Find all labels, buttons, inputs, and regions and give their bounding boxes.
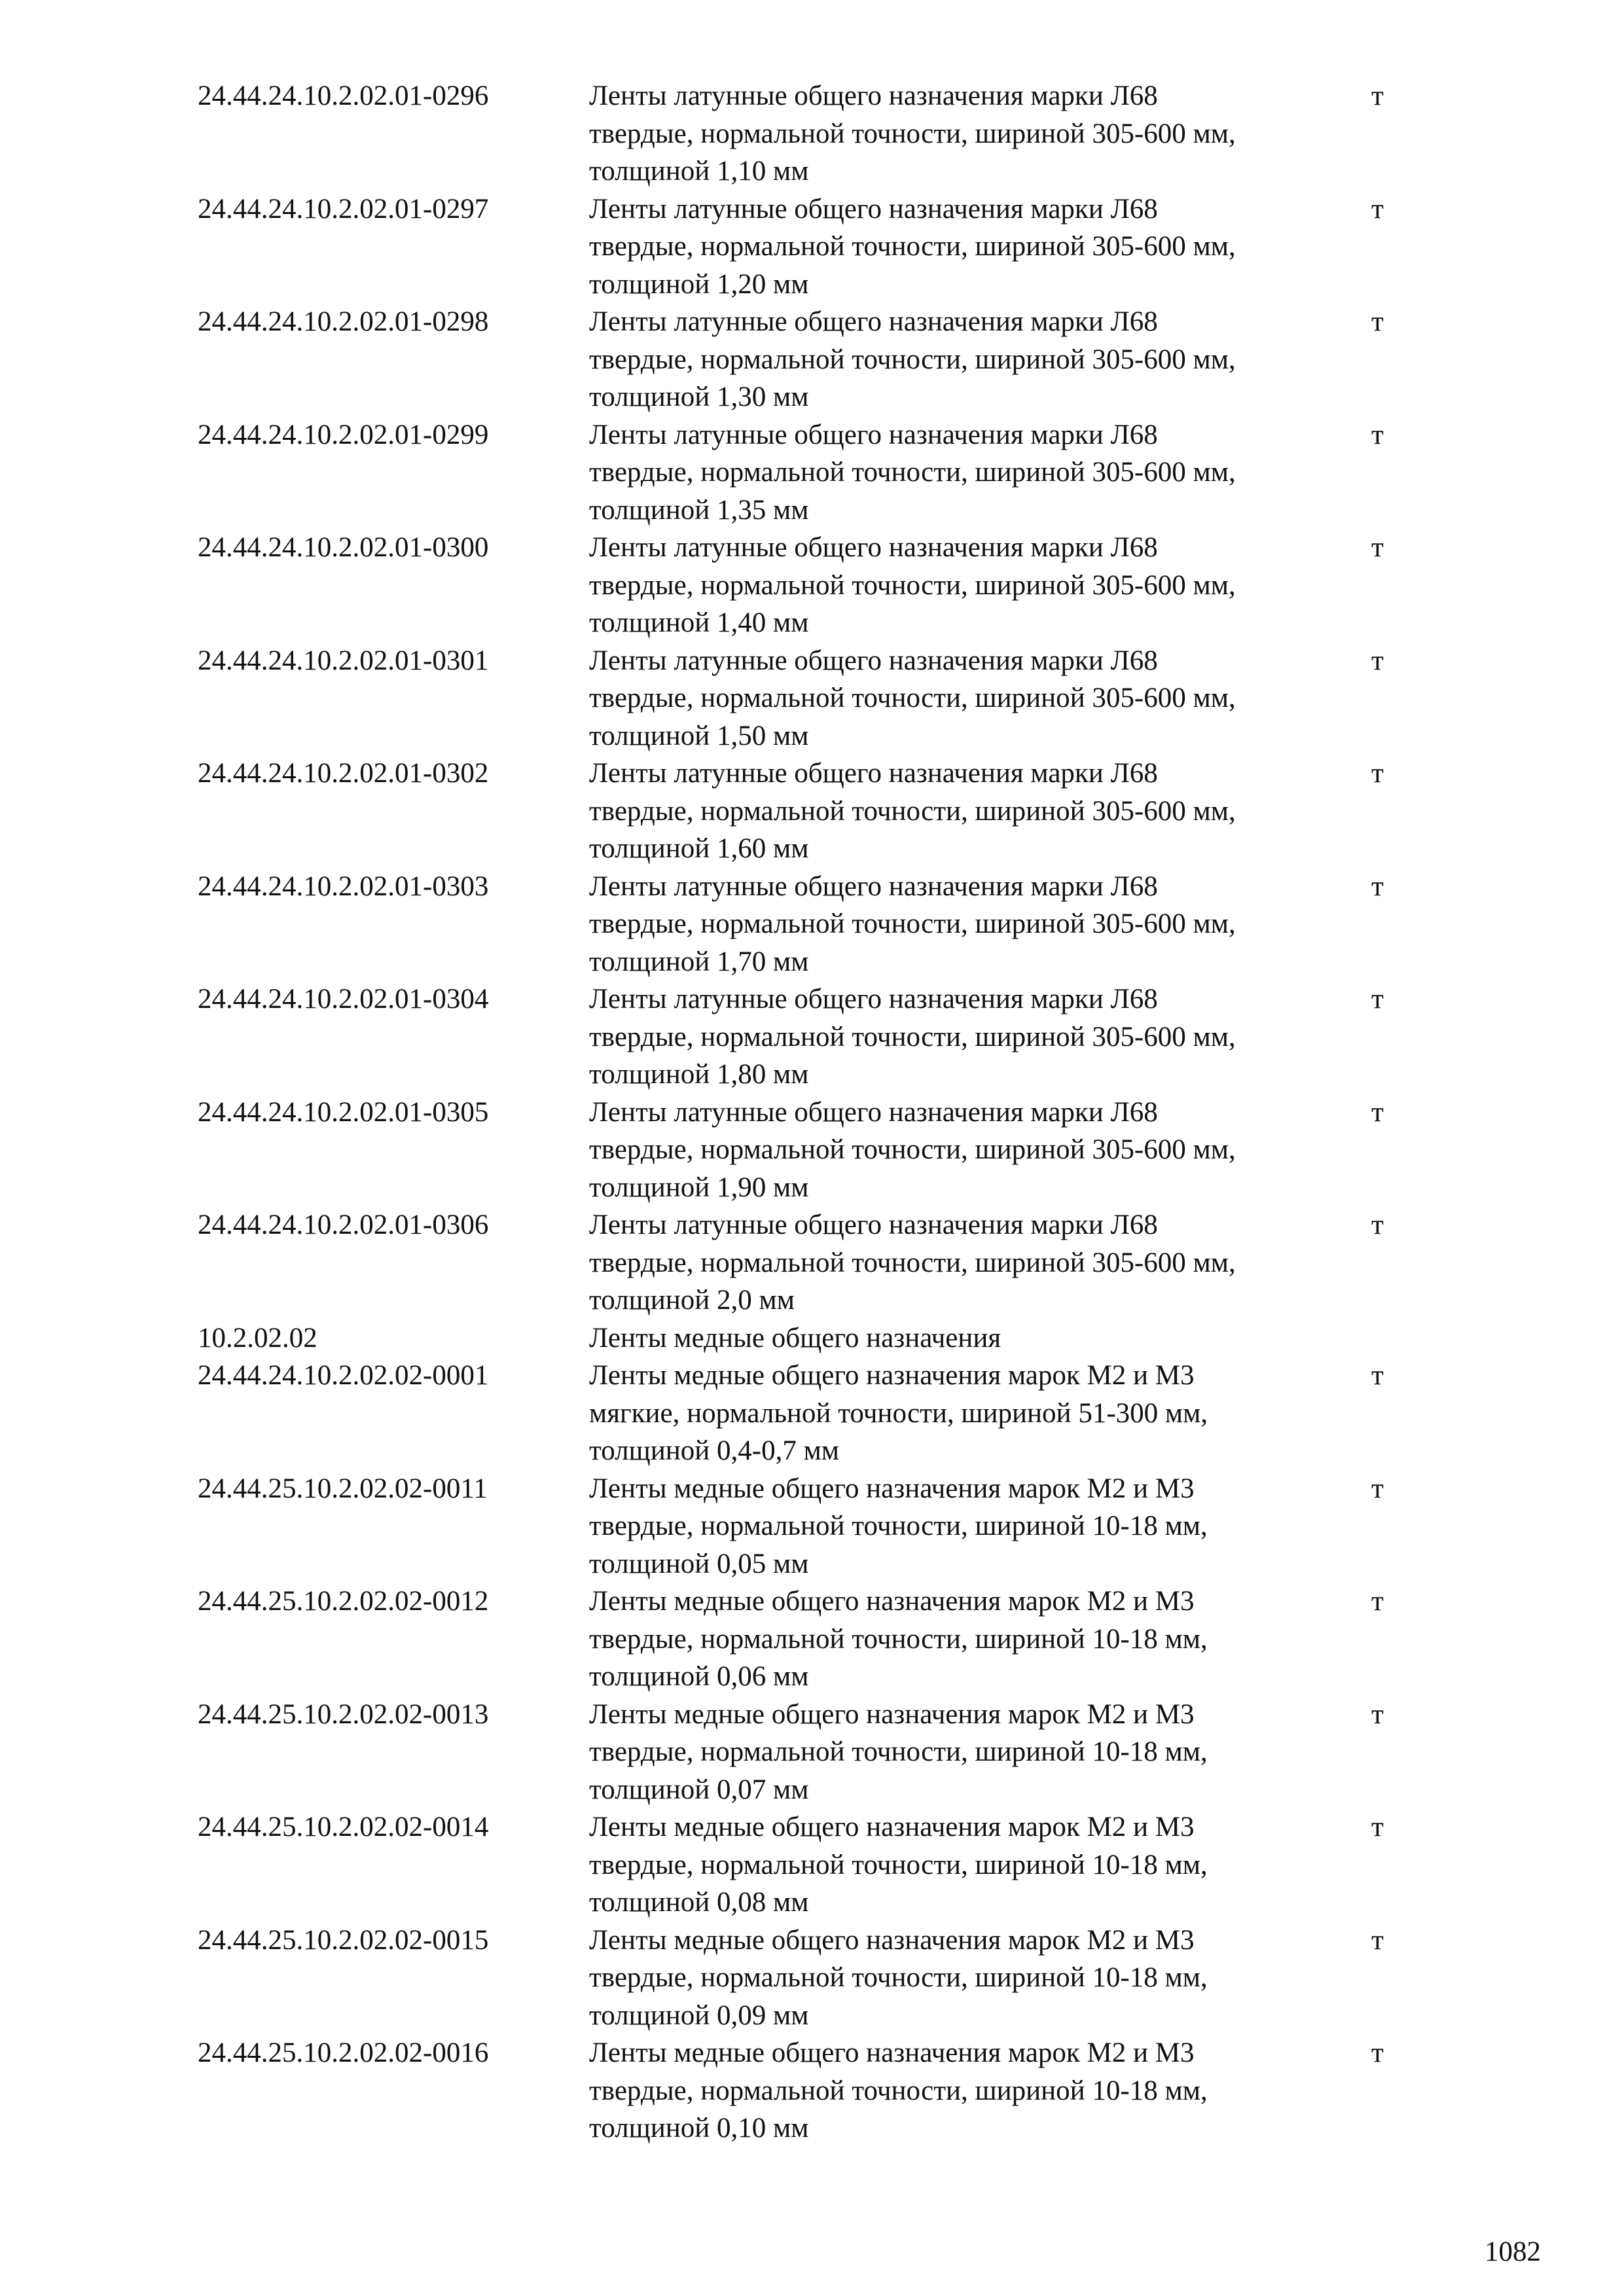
- description-line: Ленты медные общего назначения марок М2 и М3: [589, 1924, 1195, 1956]
- table-row: [198, 642, 1441, 755]
- table-row: [198, 416, 1441, 529]
- unit-of-measure: т: [1371, 81, 1384, 111]
- table-row: [198, 1922, 1441, 2035]
- unit-of-measure: т: [1371, 645, 1384, 676]
- resource-code: 24.44.25.10.2.02.02-0015: [198, 1924, 489, 1956]
- unit-of-measure: т: [1371, 1812, 1384, 1842]
- resource-code: 24.44.24.10.2.02.01-0299: [198, 419, 489, 450]
- resource-description: [589, 1470, 1371, 1583]
- description-line: твердые, нормальной точности, шириной 10-18 мм,: [589, 1736, 1208, 1767]
- description-line: Ленты медные общего назначения марок М2 и М3: [589, 1586, 1195, 1617]
- resource-description: [589, 529, 1371, 642]
- table-row: [198, 2034, 1441, 2147]
- description-line: твердые, нормальной точности, шириной 10-18 мм,: [589, 1623, 1208, 1655]
- description-line: Ленты медные общего назначения: [589, 1322, 1001, 1354]
- description-line: толщиной 0,08 мм: [589, 1887, 809, 1918]
- unit-of-measure: т: [1371, 984, 1384, 1014]
- unit-of-measure: т: [1371, 1698, 1384, 1730]
- description-line: Ленты латунные общего назначения марки Л68: [589, 645, 1158, 676]
- description-line: твердые, нормальной точности, шириной 10-18 мм,: [589, 1849, 1208, 1880]
- resource-description: [589, 77, 1371, 190]
- unit-of-measure: т: [1371, 1586, 1384, 1617]
- description-line: Ленты латунные общего назначения марки Л68: [589, 984, 1158, 1014]
- resource-description: [589, 642, 1371, 755]
- table-row: [198, 980, 1441, 1094]
- resource-code: 24.44.24.10.2.02.01-0304: [198, 984, 489, 1014]
- resource-description: [589, 1808, 1371, 1922]
- unit-of-measure: т: [1371, 1210, 1384, 1240]
- description-line: толщиной 1,90 мм: [589, 1172, 809, 1203]
- unit-of-measure: т: [1371, 870, 1384, 902]
- resource-description: [589, 303, 1371, 416]
- resource-code: 10.2.02.02: [198, 1322, 317, 1354]
- description-line: толщиной 2,0 мм: [589, 1285, 795, 1316]
- resource-code: 24.44.25.10.2.02.02-0011: [198, 1473, 488, 1504]
- resource-code: 24.44.25.10.2.02.02-0012: [198, 1586, 489, 1617]
- description-line: Ленты медные общего назначения марок М2 и М3: [589, 1473, 1195, 1504]
- table-row: [198, 755, 1441, 868]
- unit-of-measure: т: [1371, 2037, 1384, 2068]
- description-line: твердые, нормальной точности, шириной 305-600 мм,: [589, 569, 1236, 601]
- description-line: мягкие, нормальной точности, шириной 51-300 мм,: [589, 1397, 1208, 1429]
- resource-code: 24.44.24.10.2.02.01-0306: [198, 1210, 489, 1240]
- resource-code: 24.44.24.10.2.02.01-0305: [198, 1096, 489, 1128]
- description-line: Ленты латунные общего назначения марки Л68: [589, 81, 1158, 111]
- table-row: [198, 1357, 1441, 1470]
- description-line: толщиной 1,35 мм: [589, 494, 809, 526]
- resource-description: [589, 868, 1371, 981]
- page-number: 1082: [1485, 2236, 1541, 2267]
- resource-description: [589, 2034, 1371, 2147]
- description-line: толщиной 0,06 мм: [589, 1661, 809, 1692]
- description-line: твердые, нормальной точности, шириной 305-600 мм,: [589, 1021, 1236, 1052]
- resource-description: [589, 416, 1371, 529]
- table-row: [198, 868, 1441, 981]
- description-line: Ленты латунные общего назначения марки Л68: [589, 419, 1158, 450]
- resource-description: [589, 1319, 1371, 1357]
- description-line: толщиной 1,40 мм: [589, 607, 809, 638]
- unit-of-measure: т: [1371, 532, 1384, 563]
- description-line: Ленты медные общего назначения марок М2 и М3: [589, 1812, 1195, 1842]
- description-line: твердые, нормальной точности, шириной 305-600 мм,: [589, 1134, 1236, 1165]
- description-line: твердые, нормальной точности, шириной 305-600 мм,: [589, 231, 1236, 262]
- description-line: толщиной 0,09 мм: [589, 2000, 809, 2031]
- resource-code: 24.44.24.10.2.02.02-0001: [198, 1360, 489, 1391]
- description-line: толщиной 1,70 мм: [589, 946, 809, 977]
- description-line: твердые, нормальной точности, шириной 305-600 мм,: [589, 1247, 1236, 1278]
- description-line: толщиной 1,30 мм: [589, 382, 809, 412]
- table-row: [198, 1808, 1441, 1922]
- description-line: толщиной 0,10 мм: [589, 2113, 809, 2144]
- resource-description: [589, 755, 1371, 868]
- resource-code: 24.44.24.10.2.02.01-0298: [198, 306, 489, 337]
- description-line: Ленты латунные общего назначения марки Л68: [589, 193, 1158, 224]
- description-line: Ленты латунные общего назначения марки Л68: [589, 532, 1158, 563]
- description-line: толщиной 1,20 мм: [589, 268, 809, 300]
- description-line: твердые, нормальной точности, шириной 10-18 мм,: [589, 1511, 1208, 1541]
- description-line: Ленты латунные общего назначения марки Л68: [589, 1096, 1158, 1128]
- unit-of-measure: т: [1371, 1360, 1384, 1391]
- unit-of-measure: т: [1371, 1096, 1384, 1128]
- resource-table: [198, 77, 1441, 2147]
- description-line: толщиной 0,07 мм: [589, 1774, 809, 1805]
- description-line: твердые, нормальной точности, шириной 305-600 мм,: [589, 118, 1236, 149]
- description-line: твердые, нормальной точности, шириной 305-600 мм,: [589, 795, 1236, 827]
- description-line: Ленты медные общего назначения марок М2 и М3: [589, 2037, 1195, 2068]
- description-line: Ленты латунные общего назначения марки Л68: [589, 306, 1158, 337]
- resource-description: [589, 1922, 1371, 2035]
- resource-code: 24.44.24.10.2.02.01-0300: [198, 532, 489, 563]
- description-line: Ленты латунные общего назначения марки Л68: [589, 870, 1158, 902]
- resource-code: 24.44.24.10.2.02.01-0296: [198, 81, 489, 111]
- description-line: толщиной 0,4-0,7 мм: [589, 1435, 840, 1466]
- description-line: твердые, нормальной точности, шириной 305-600 мм,: [589, 908, 1236, 939]
- description-line: толщиной 1,50 мм: [589, 720, 809, 751]
- unit-of-measure: т: [1371, 306, 1384, 337]
- resource-description: [589, 1357, 1371, 1470]
- table-row: [198, 1206, 1441, 1319]
- resource-description: [589, 190, 1371, 304]
- table-row: [198, 303, 1441, 416]
- resource-description: [589, 1094, 1371, 1207]
- description-line: твердые, нормальной точности, шириной 305-600 мм,: [589, 683, 1236, 713]
- table-row: [198, 1583, 1441, 1696]
- table-row: [198, 529, 1441, 642]
- description-line: твердые, нормальной точности, шириной 10-18 мм,: [589, 2075, 1208, 2106]
- unit-of-measure: т: [1371, 419, 1384, 450]
- description-line: Ленты медные общего назначения марок М2 и М3: [589, 1698, 1195, 1730]
- description-line: толщиной 1,80 мм: [589, 1059, 809, 1090]
- resource-description: [589, 1583, 1371, 1696]
- resource-description: [589, 1206, 1371, 1319]
- resource-code: 24.44.25.10.2.02.02-0016: [198, 2037, 489, 2068]
- resource-code: 24.44.25.10.2.02.02-0014: [198, 1812, 489, 1842]
- resource-code: 24.44.24.10.2.02.01-0303: [198, 870, 489, 902]
- table-row: [198, 1696, 1441, 1809]
- description-line: Ленты медные общего назначения марок М2 и М3: [589, 1360, 1195, 1391]
- description-line: твердые, нормальной точности, шириной 305-600 мм,: [589, 457, 1236, 488]
- section-heading-row: [198, 1319, 1441, 1357]
- resource-code: 24.44.24.10.2.02.01-0302: [198, 758, 489, 789]
- table-row: [198, 77, 1441, 190]
- description-line: толщиной 1,10 мм: [589, 156, 809, 187]
- resource-code: 24.44.25.10.2.02.02-0013: [198, 1698, 489, 1730]
- description-line: Ленты латунные общего назначения марки Л68: [589, 758, 1158, 789]
- resource-code: 24.44.24.10.2.02.01-0297: [198, 193, 489, 224]
- table-row: [198, 1470, 1441, 1583]
- resource-description: [589, 1696, 1371, 1809]
- description-line: Ленты латунные общего назначения марки Л68: [589, 1210, 1158, 1240]
- description-line: твердые, нормальной точности, шириной 305-600 мм,: [589, 344, 1236, 375]
- description-line: толщиной 1,60 мм: [589, 833, 809, 864]
- unit-of-measure: т: [1371, 1473, 1384, 1504]
- resource-description: [589, 980, 1371, 1094]
- resource-code: 24.44.24.10.2.02.01-0301: [198, 645, 489, 676]
- table-row: [198, 190, 1441, 304]
- unit-of-measure: т: [1371, 1924, 1384, 1956]
- description-line: твердые, нормальной точности, шириной 10-18 мм,: [589, 1962, 1208, 1993]
- unit-of-measure: т: [1371, 193, 1384, 224]
- table-row: [198, 1094, 1441, 1207]
- unit-of-measure: т: [1371, 758, 1384, 789]
- description-line: толщиной 0,05 мм: [589, 1548, 809, 1579]
